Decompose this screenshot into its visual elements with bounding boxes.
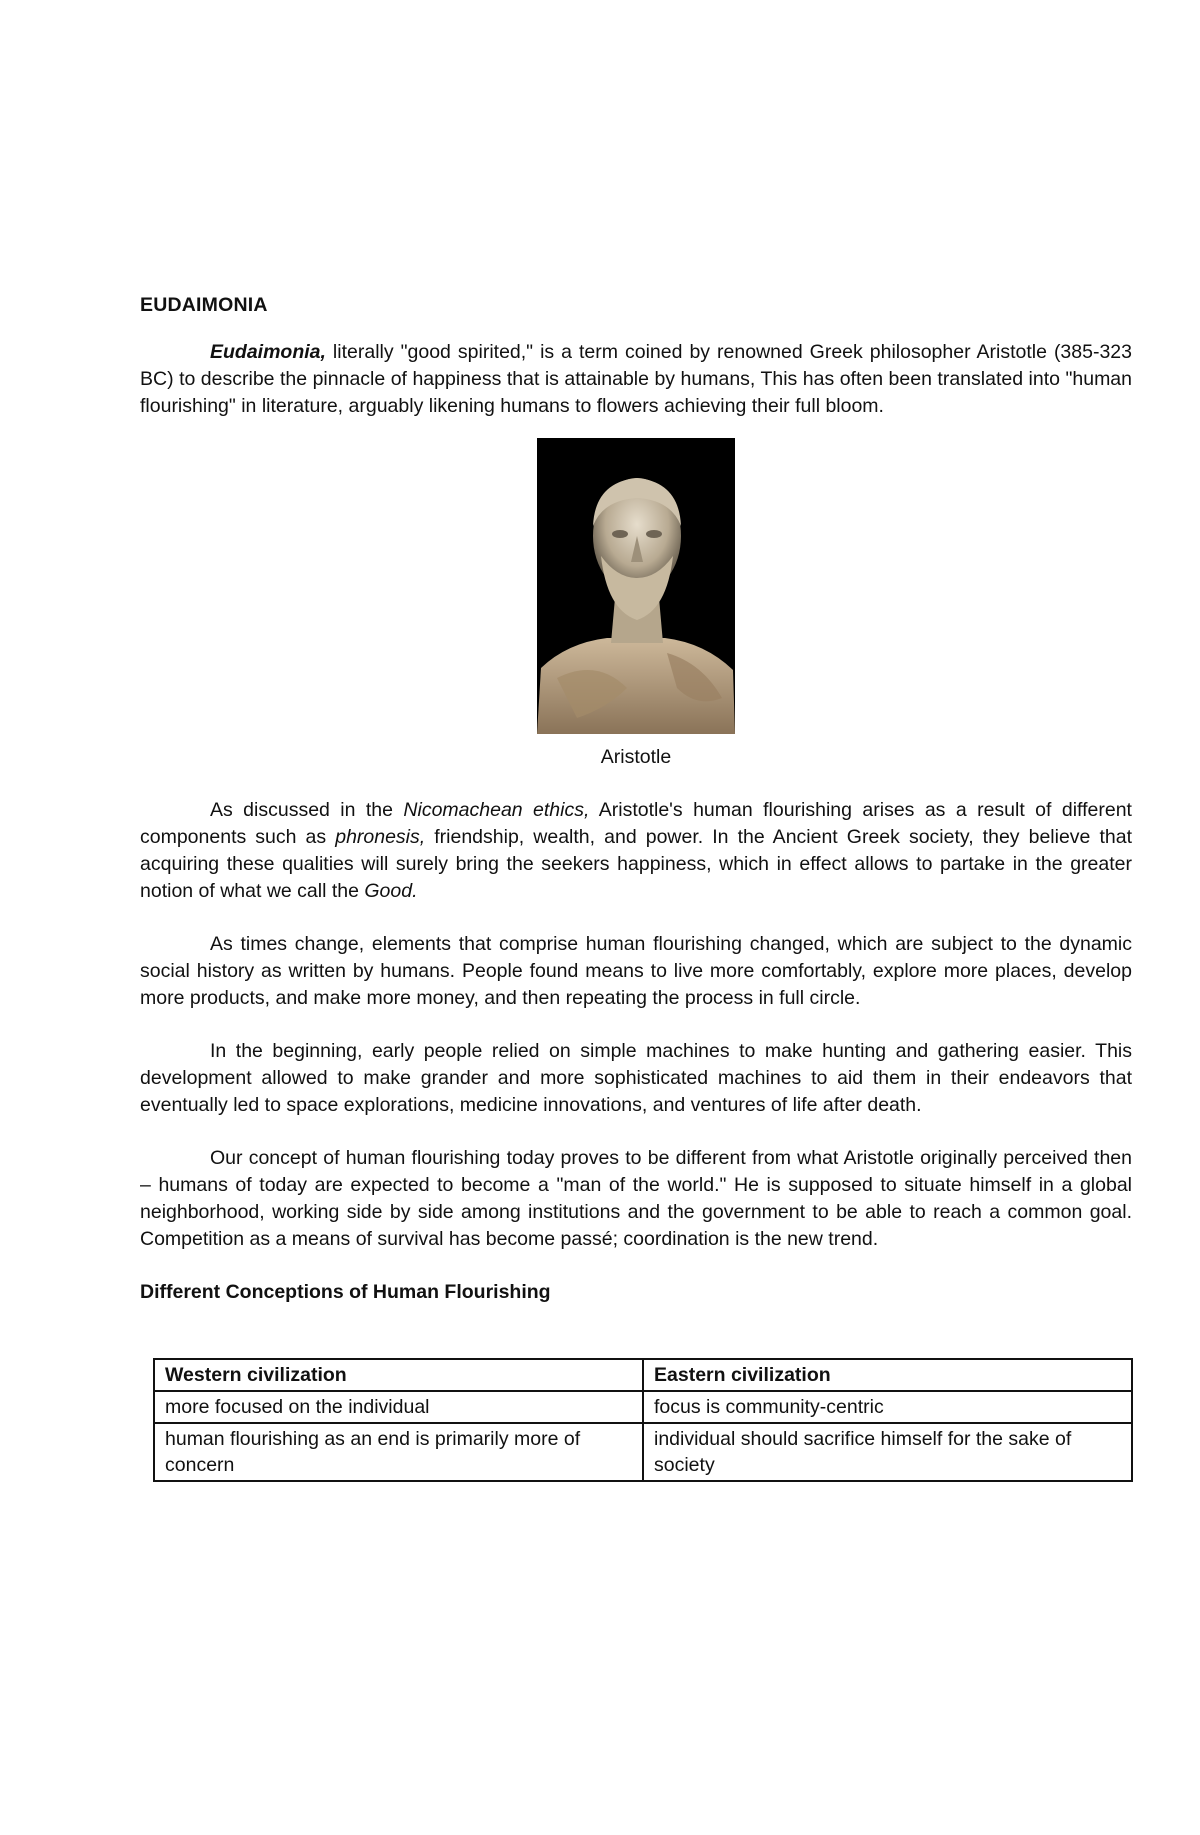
para2-text-e: friendship, wealth, and power. In the Ancient Greek society, they believe that acquiring these qualities will surely bring the seekers happiness, which in effect allows to partake in the greater notion of what we call the xyxy=(140,826,1132,902)
nicomachean-ethics-term: Nicomachean ethics, xyxy=(403,799,590,821)
aristotle-bust-image xyxy=(537,438,735,734)
table-cell: focus is community-centric xyxy=(643,1391,1132,1423)
times-change-paragraph: As times change, elements that comprise human flourishing changed, which are subject to the dynamic social history as written by humans. People found means to live more comfortably, explore more places, develop more products, and make more money, and then repeating the process in full circle. xyxy=(140,933,1132,1009)
beginning-paragraph: In the beginning, early people relied on simple machines to make hunting and gathering easier. This development allowed to make grander and more sophisticated machines to aid them in their endeavors that eventually led to space explorations, medicine innovations, and ventures of life after death. xyxy=(140,1040,1132,1116)
table-row xyxy=(154,1423,1132,1481)
table-cell: more focused on the individual xyxy=(154,1391,643,1423)
figure-caption: Aristotle xyxy=(600,746,672,768)
table-cell: human flourishing as an end is primarily more of concern xyxy=(154,1423,643,1481)
intro-text: literally "good spirited," is a term coined by renowned Greek philosopher Aristotle (385-323 BC) to describe the pinnacle of happiness that is attainable by humans, This has often been translated into "human flourishing" in literature, arguably likening humans to flowers achieving their full bloom. xyxy=(140,341,1132,417)
table-cell: individual should sacrifice himself for the sake of society xyxy=(643,1423,1132,1481)
column-header-eastern: Eastern civilization xyxy=(643,1359,1132,1391)
column-header-western: Western civilization xyxy=(154,1359,643,1391)
intro-paragraph xyxy=(140,339,1132,420)
section-subheading: Different Conceptions of Human Flourishing xyxy=(140,1281,551,1303)
table-header-row xyxy=(154,1359,1132,1391)
aristotle-figure xyxy=(140,438,1132,771)
phronesis-term: phronesis, xyxy=(335,826,426,848)
eudaimonia-term: Eudaimonia, xyxy=(210,341,326,363)
para2-text-c: Aristotle's human flourishing arises as a result of different components such as xyxy=(140,799,1132,848)
good-term: Good. xyxy=(364,880,418,902)
concept-paragraph: Our concept of human flourishing today proves to be different from what Aristotle originally perceived then – humans of today are expected to become a "man of the world." He is supposed to situate himself in a global neighborhood, working side by side among institutions and the government to be able to reach a common goal. Competition as a means of survival has become passé; coordination is the new trend. xyxy=(140,1147,1132,1250)
table-row xyxy=(154,1391,1132,1423)
document-body xyxy=(140,292,1132,1482)
civilization-comparison-table xyxy=(153,1358,1133,1482)
para2-text-a: As discussed in the xyxy=(210,799,404,821)
document-title: EUDAIMONIA xyxy=(140,294,268,316)
nicomachean-paragraph xyxy=(140,797,1132,905)
